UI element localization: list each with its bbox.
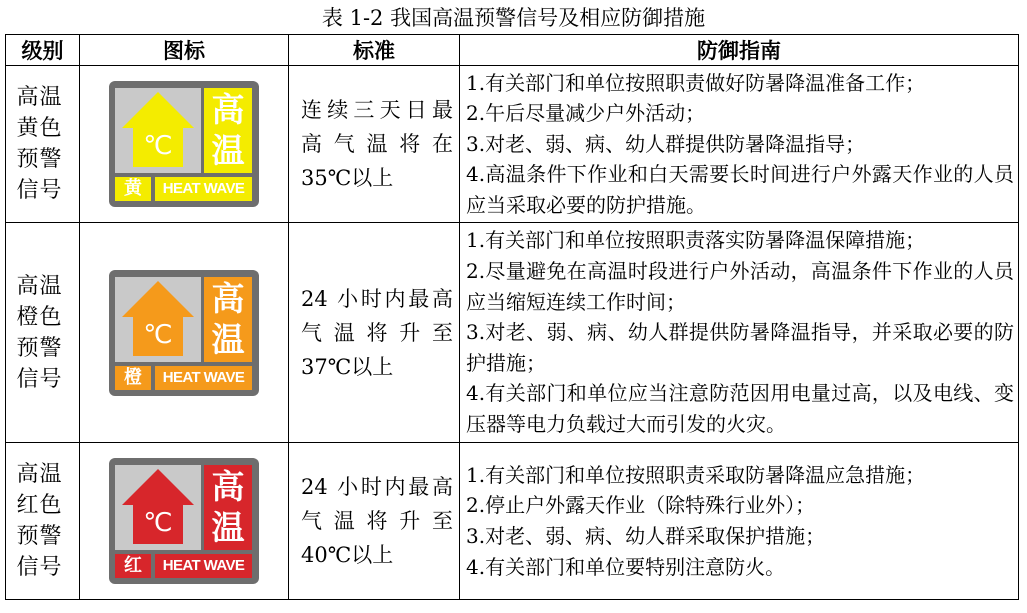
criterion-line: 24 小时内最高 bbox=[301, 475, 453, 499]
level-line: 信号 bbox=[16, 555, 63, 580]
table-row-orange bbox=[6, 223, 1019, 443]
level-line: 橙色 bbox=[16, 304, 63, 330]
criterion-line: 连续三天日最 bbox=[301, 98, 453, 122]
header-level: 级别 bbox=[6, 35, 80, 66]
sign-right-panel bbox=[204, 88, 252, 173]
level-cell bbox=[6, 223, 80, 443]
guide-item: 1.有关部门和单位按照职责落实防暑降温保障措施； bbox=[466, 228, 926, 253]
level-line: 信号 bbox=[16, 178, 63, 203]
level-line: 高温 bbox=[16, 273, 63, 299]
level-line: 预警 bbox=[16, 147, 63, 172]
level-cell bbox=[6, 443, 80, 600]
criterion-line: 高气温将在 bbox=[301, 132, 453, 156]
guide-item: 2.午后尽量减少户外活动； bbox=[466, 101, 706, 126]
guide-item: 1.有关部门和单位按照职责采取防暑降温应急措施； bbox=[466, 462, 926, 487]
sign-color-char: 红 bbox=[124, 555, 142, 576]
level-line: 红色 bbox=[16, 493, 63, 518]
sign-char-wen: 温 bbox=[211, 508, 245, 547]
level-line: 黄色 bbox=[16, 116, 63, 141]
degree-celsius-symbol: ℃ bbox=[143, 508, 173, 538]
level-line: 高温 bbox=[16, 462, 63, 487]
house-thermometer-icon bbox=[115, 465, 201, 550]
level-line: 预警 bbox=[16, 335, 63, 361]
sign-heatwave-text: HEAT WAVE bbox=[162, 180, 245, 197]
sign-color-char: 橙 bbox=[124, 366, 142, 388]
sign-heatwave-text: HEAT WAVE bbox=[162, 557, 245, 574]
guide-item: 2.停止户外露天作业（除特殊行业外）； bbox=[466, 493, 816, 518]
heat-warning-red-sign-icon bbox=[109, 458, 259, 584]
guide-item: 3.对老、弱、病、幼人群提供防暑降温指导； bbox=[466, 131, 866, 156]
criterion-cell bbox=[289, 443, 460, 600]
header-guide: 防御指南 bbox=[460, 35, 1019, 66]
sign-right-panel bbox=[204, 277, 252, 362]
heat-warning-orange-sign-icon bbox=[109, 270, 259, 396]
guide-cell bbox=[460, 223, 1019, 443]
sign-color-char: 黄 bbox=[124, 178, 142, 199]
level-line: 预警 bbox=[16, 524, 63, 549]
criterion-line: 37℃以上 bbox=[301, 354, 394, 379]
sign-color-char-box bbox=[115, 177, 151, 201]
sign-char-wen: 温 bbox=[211, 131, 245, 170]
sign-char-gao: 高 bbox=[211, 90, 245, 129]
guide-item: 4.有关部门和单位应当注意防范因用电量过高，以及电线、变压器等电力负载过大而引发的火灾。 bbox=[466, 381, 1014, 436]
guide-item: 4.有关部门和单位要特别注意防火。 bbox=[466, 554, 786, 579]
degree-celsius-symbol: ℃ bbox=[143, 319, 173, 350]
header-criterion: 标准 bbox=[289, 35, 460, 66]
level-line: 高温 bbox=[16, 85, 63, 110]
criterion-line: 气温将升至 bbox=[301, 509, 453, 533]
level-cell bbox=[6, 66, 80, 223]
guide-item: 4.高温条件下作业和白天需要长时间进行户外露天作业的人员应当采取必要的防护措施。 bbox=[466, 162, 1014, 217]
sign-color-char-box bbox=[115, 554, 151, 578]
sign-char-wen: 温 bbox=[211, 319, 245, 359]
level-label bbox=[17, 271, 69, 395]
heat-warning-yellow-sign-icon bbox=[109, 81, 259, 207]
guide-item: 2.尽量避免在高温时段进行户外活动，高温条件下作业的人员应当缩短连续工作时间； bbox=[466, 259, 1014, 314]
criterion-cell bbox=[289, 223, 460, 443]
guide-cell bbox=[460, 66, 1019, 223]
sign-char-gao: 高 bbox=[211, 278, 245, 318]
sign-heatwave-box bbox=[155, 177, 252, 201]
house-thermometer-icon bbox=[115, 88, 201, 173]
sign-color-char-box bbox=[115, 366, 151, 390]
criterion-cell bbox=[289, 66, 460, 223]
guide-cell bbox=[460, 443, 1019, 600]
table-caption: 表 1-2 我国高温预警信号及相应防御措施 bbox=[321, 6, 706, 30]
guide-item: 3.对老、弱、病、幼人群采取保护措施； bbox=[466, 524, 826, 548]
header-icon: 图标 bbox=[80, 35, 289, 66]
sign-right-panel bbox=[204, 465, 252, 550]
sign-char-gao: 高 bbox=[211, 467, 245, 506]
level-line: 信号 bbox=[16, 366, 63, 392]
guide-item: 3.对老、弱、病、幼人群提供防暑降温指导，并采取必要的防护措施； bbox=[466, 320, 1014, 375]
sign-heatwave-box bbox=[155, 554, 252, 578]
icon-cell bbox=[80, 443, 289, 600]
heat-warning-table bbox=[5, 34, 1019, 600]
guide-item: 1.有关部门和单位按照职责做好防暑降温准备工作； bbox=[466, 70, 926, 95]
criterion-line: 35℃以上 bbox=[301, 166, 394, 190]
header-row bbox=[6, 35, 1019, 66]
icon-cell bbox=[80, 66, 289, 223]
table-row-yellow bbox=[6, 66, 1019, 223]
sign-heatwave-text: HEAT WAVE bbox=[162, 368, 245, 386]
criterion-line: 气温将升至 bbox=[301, 320, 453, 345]
table-row-red bbox=[6, 443, 1019, 600]
level-label bbox=[17, 82, 69, 206]
icon-cell bbox=[80, 223, 289, 443]
criterion-line: 24 小时内最高 bbox=[301, 286, 453, 311]
sign-heatwave-box bbox=[155, 366, 252, 390]
criterion-line: 40℃以上 bbox=[301, 543, 394, 567]
degree-celsius-symbol: ℃ bbox=[143, 131, 173, 161]
house-thermometer-icon bbox=[115, 277, 201, 362]
level-label bbox=[17, 459, 69, 583]
